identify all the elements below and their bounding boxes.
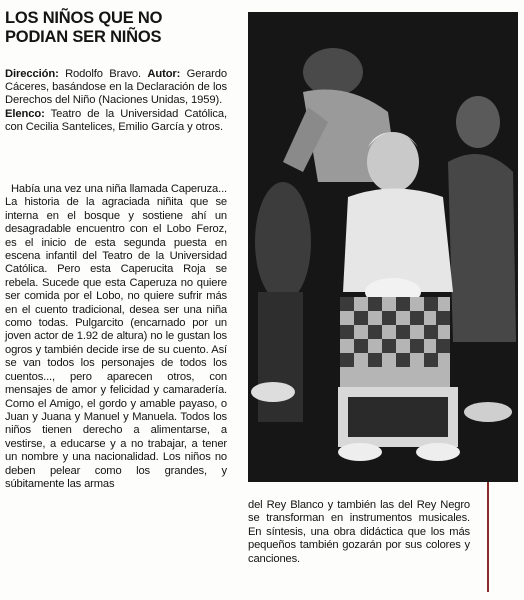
body-paragraph-continued: del Rey Blanco y también las del Rey Negro se transforman en instrumentos musicales. En síntesis, una obra didáctica que los más pequeños también gozarán por sus colores y canciones.: [248, 499, 470, 565]
autor-label: Autor:: [147, 68, 181, 80]
autor-value: Gerardo Cáceres, basándose en la Declaración de los Derechos del Niño (Naciones Unidas, 1959).: [5, 68, 227, 107]
elenco-label: Elenco:: [5, 107, 45, 120]
credits-block: [5, 68, 227, 134]
elenco-value: Teatro de la Universidad Católica, con Cecilia Santelices, Emilio García y otros.: [5, 107, 227, 133]
direccion-label: Dirección:: [5, 68, 59, 80]
article-headline: [5, 9, 241, 47]
column-rule: [487, 482, 489, 592]
body-paragraph: Había una vez una niña llamada Caperuza... La historia de la agraciada niñita que se interna en el bosque y sostiene ahí un desagradable encuentro con el Lobo Feroz, es el inicio de esta segunda puesta en escena infantil del Teatro de la Universidad Católica. Pero esta Caperucita Roja se rebela. Sucede que esta Caperuza no quiere ser comida por el Lobo, no quiere sufrir más en el cuento tradicional, desea ser una niña como todas. Pulgarcito (encarnado por un joven actor de 1.92 de altura) no le gustan los ogros y también decide irse de su cuento. Así se van todos los personajes de todos los cuentos..., pero aparecen otros, con mensajes de amor y felicidad y camaradería. Como el Amigo, el gordo y amable payaso, o Juan y Juana y Manuel y Manuela. Todos los niños tienen derecho a alimentarse, a vestirse, a educarse y a no trabajar, a tener un nombre y una nacionalidad. Los niños no deben pelear como los grandes, y súbitamente las armas: [5, 183, 227, 490]
checkered-trousers: [340, 297, 450, 387]
stage-photo: [248, 12, 518, 482]
headline-line-2: PODIAN SER NIÑOS: [5, 28, 162, 46]
stage-photo-image: [248, 12, 518, 482]
headline-line-1: LOS NIÑOS QUE NO: [5, 9, 163, 27]
article-body-column-2: [248, 499, 470, 566]
article-body-column-1: [5, 183, 227, 491]
direccion-value: Rodolfo Bravo.: [58, 68, 148, 80]
